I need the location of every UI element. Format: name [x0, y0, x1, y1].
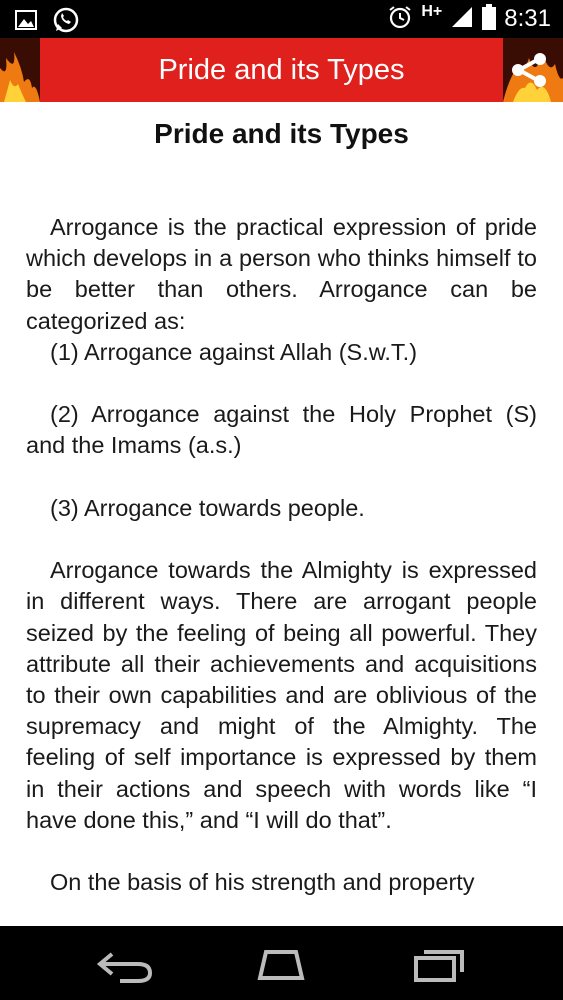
navigation-bar	[0, 926, 563, 1000]
whatsapp-icon	[52, 6, 80, 38]
back-icon	[90, 944, 160, 984]
home-button[interactable]	[246, 944, 316, 984]
article-body	[26, 212, 537, 898]
home-icon	[246, 944, 316, 984]
share-button[interactable]	[509, 50, 549, 90]
list-item: (3) Arrogance towards people.	[50, 494, 365, 521]
network-type: H+	[421, 3, 443, 20]
battery-icon	[482, 4, 496, 34]
share-icon	[509, 50, 549, 90]
list-item: (1) Arrogance against Allah (S.w.T.)	[50, 338, 418, 365]
list-item: (2) Arrogance against the Holy Prophet (S) and the Imams (a.s.)	[26, 401, 537, 459]
paragraph: Arrogance is the practical expression of pride which develops in a person who thinks himself to be better than others. Arrogance can be categorized as:	[26, 214, 537, 334]
status-bar	[0, 0, 563, 38]
alarm-icon	[387, 4, 413, 34]
recents-icon	[404, 944, 474, 984]
paragraph: Arrogance towards the Almighty is expressed in different ways. There are arrogant people seized by the feeling of being all powerful. They attribute all their achievements and acquisitions to their own capabilities and are oblivious of the supremacy and might of the Almighty. The feeling of self importance is expressed by them in their actions and speech with words like “I have done this,” and “I will do that”.	[26, 557, 537, 833]
page-title: Pride and its Types	[154, 118, 409, 149]
clock: 8:31	[504, 5, 551, 32]
article-scroll-area[interactable]	[0, 102, 563, 926]
app-bar-title: Pride and its Types	[158, 54, 405, 86]
back-button[interactable]	[90, 944, 160, 984]
recents-button[interactable]	[404, 944, 474, 984]
image-icon	[14, 8, 38, 36]
paragraph: On the basis of his strength and property	[50, 869, 475, 896]
signal-icon	[450, 5, 474, 33]
app-bar	[0, 38, 563, 102]
